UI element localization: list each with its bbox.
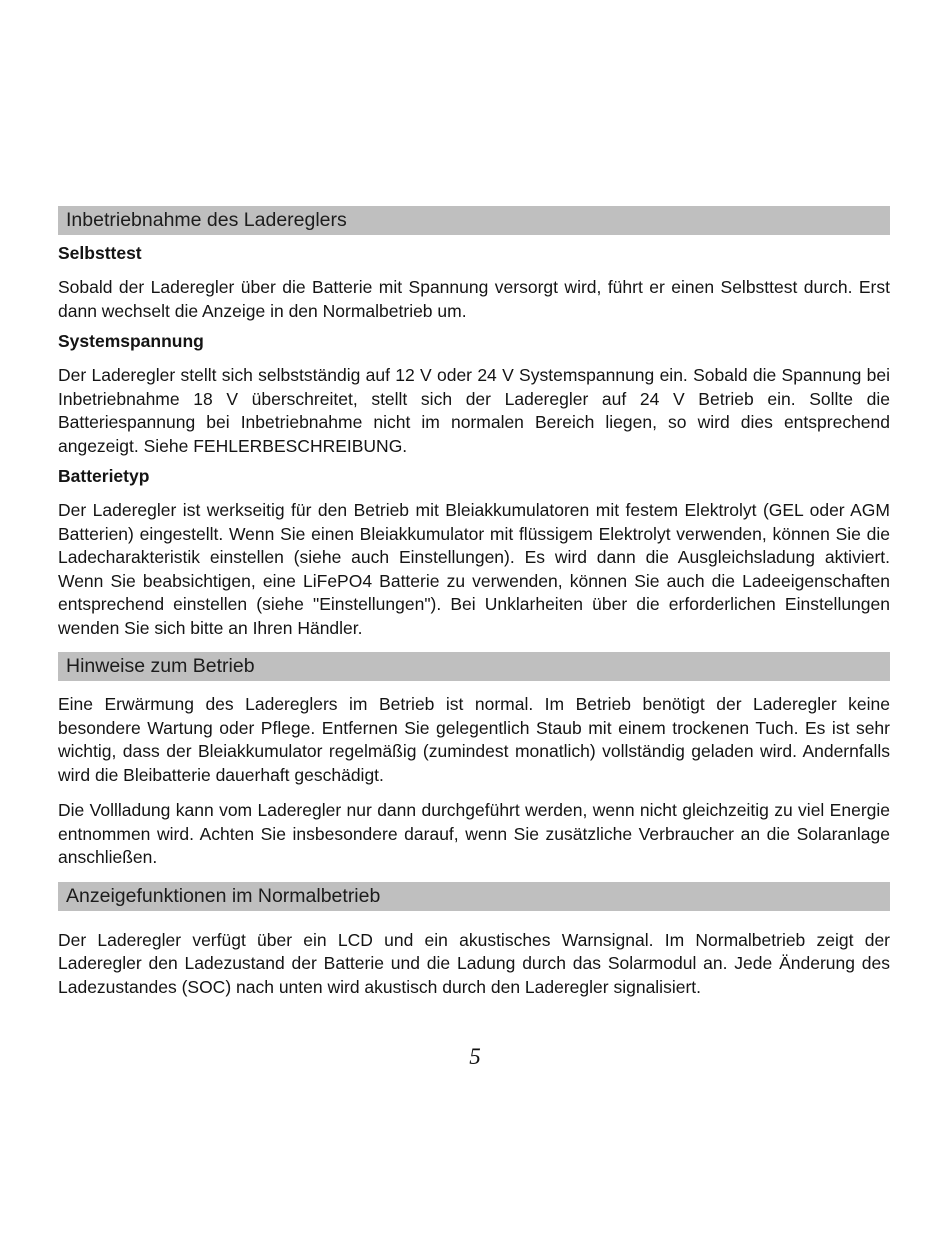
paragraph-systemspannung: Der Laderegler stellt sich selbstständig auf 12 V oder 24 V Systemspannung ein. Sobald die Spannung bei Inbetriebnahme 18 V überschreitet, stellt sich der Laderegler auf 24 V Betrieb ein. Sollte die Batteriespannung bei Inbetriebnahme nicht im normalen Bereich liegen, so wird dies entsprechend angezeigt. Siehe FEHLERBESCHREIBUNG. bbox=[58, 365, 890, 456]
paragraph-selbsttest: Sobald der Laderegler über die Batterie mit Spannung versorgt wird, führt er einen Selbsttest durch. Erst dann wechselt die Anzeige in den Normalbetrieb um. bbox=[58, 277, 890, 321]
page-number: 5 bbox=[469, 1044, 481, 1069]
section-header-hinweise: Hinweise zum Betrieb bbox=[58, 652, 890, 681]
paragraph-anzeigefunktionen: Der Laderegler verfügt über ein LCD und ein akustisches Warnsignal. Im Normalbetrieb zeigt der Laderegler den Ladezustand der Batterie und die Ladung durch das Solarmodul an. Jede Änderung des Ladezustandes (SOC) nach unten wird akustisch durch den Laderegler signalisiert. bbox=[58, 929, 890, 997]
subheading-selbsttest: Selbsttest bbox=[58, 243, 142, 263]
paragraph-batterietyp: Der Laderegler ist werkseitig für den Betrieb mit Bleiakkumulatoren mit festem Elektrolyt (GEL oder AGM Batterien) eingestellt. Wenn Sie einen Bleiakkumulator mit flüssigem Elektrolyt verwenden, können Sie die Ladecharakteristik einstellen (siehe auch Einstellungen). Es wird dann die Ausgleichsladung aktiviert. Wenn Sie beabsichtigen, eine LiFePO4 Batterie zu verwenden, können Sie auch die Ladeeigenschaften entsprechend einstellen (siehe "Einstellungen"). Bei Unklarheiten über die erforderlichen Einstellungen wenden Sie sich bitte an Ihren Händler. bbox=[58, 500, 890, 638]
paragraph-hinweise-2: Die Vollladung kann vom Laderegler nur dann durchgeführt werden, wenn nicht gleichzeitig zu viel Energie entnommen wird. Achten Sie insbesondere darauf, wenn Sie zusätzliche Verbraucher an die Solaranlage anschließen. bbox=[58, 800, 890, 867]
paragraph-hinweise-1: Eine Erwärmung des Ladereglers im Betrieb ist normal. Im Betrieb benötigt der Laderegler keine besondere Wartung oder Pflege. Entfernen Sie gelegentlich Staub mit einem trockenen Tuch. Es ist sehr wichtig, dass der Bleiakkumulator regelmäßig (zumindest monatlich) vollständig geladen wird. Andernfalls wird die Bleibatterie dauerhaft geschädigt. bbox=[58, 694, 890, 785]
section-header-anzeigefunktionen: Anzeigefunktionen im Normalbetrieb bbox=[58, 882, 890, 911]
page-content bbox=[58, 206, 890, 999]
subheading-batterietyp: Batterietyp bbox=[58, 466, 150, 486]
subheading-systemspannung: Systemspannung bbox=[58, 331, 204, 351]
section-header-inbetriebnahme: Inbetriebnahme des Ladereglers bbox=[58, 206, 890, 235]
